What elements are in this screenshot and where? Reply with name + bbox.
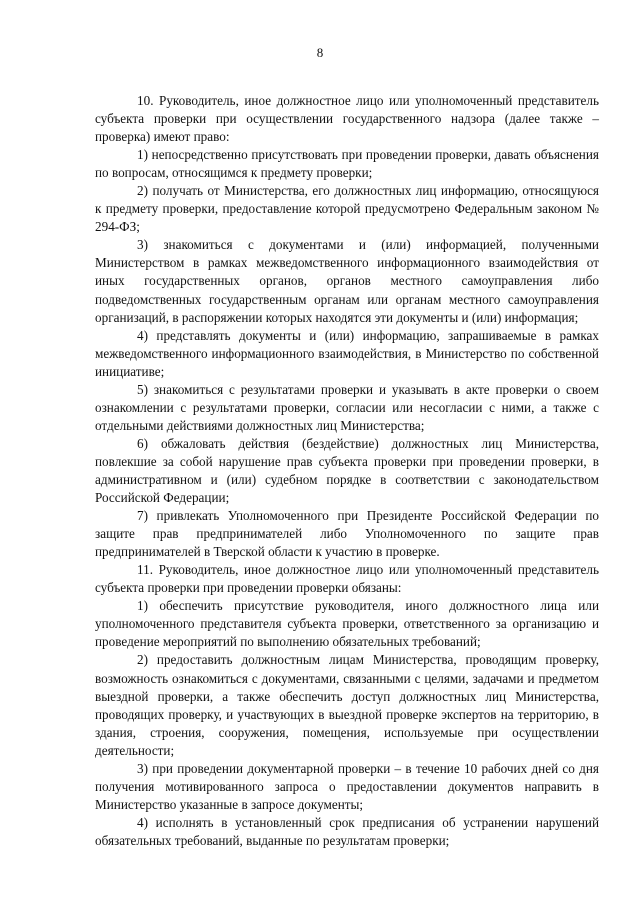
paragraph-10-item-2: 2) получать от Министерства, его должностных лиц информацию, относящуюся к предмету проверки, предоставление которой предусмотрено Федеральным законом № 294-ФЗ; [95,183,599,235]
paragraph-11-item-1: 1) обеспечить присутствие руководителя, иного должностного лица или уполномоченного представителя субъекта проверки, ответственного за организацию и проведение мероприятий по выполнению обязательных требований; [95,598,599,650]
paragraph-11-item-3: 3) при проведении документарной проверки – в течение 10 рабочих дней со дня получения мотивированного запроса о предоставлении документов направить в Министерство указанные в запросе документы; [95,760,599,812]
paragraph-10-item-5: 5) знакомиться с результатами проверки и указывать в акте проверки о своем ознакомлении с результатами проверки, согласии или несогласии с ними, а также с отдельными действиями должностных лиц Министерства; [95,381,599,433]
paragraph-11-intro: 11. Руководитель, иное должностное лицо или уполномоченный представитель субъекта проверки при проведении проверки обязаны: [95,562,599,596]
paragraph-10-item-4: 4) представлять документы и (или) информацию, запрашиваемые в рамках межведомственного информационного взаимодействия, в Министерство по собственной инициативе; [95,327,599,379]
paragraph-10-intro: 10. Руководитель, иное должностное лицо или уполномоченный представитель субъекта проверки при осуществлении государственного надзора (далее также – проверка) имеют право: [95,93,599,145]
paragraph-10-item-3: 3) знакомиться с документами и (или) информацией, полученными Министерством в рамках межведомственного информационного взаимодействия от иных государственных органов, органов местного самоуправления либо подведомственных государственным органам или органам местного самоуправления организаций, в распоряжении которых находятся эти документы и (или) информация; [95,237,599,325]
paragraph-10-item-7: 7) привлекать Уполномоченного при Президенте Российской Федерации по защите прав предпринимателей либо Уполномоченного по защите прав предпринимателей в Тверской области к участию в проверке. [95,508,599,560]
page-number: 8 [316,45,324,60]
paragraph-10-item-1: 1) непосредственно присутствовать при проведении проверки, давать объяснения по вопросам, относящимся к предмету проверки; [95,147,599,181]
document-body [95,92,599,850]
paragraph-11-item-4: 4) исполнять в установленный срок предписания об устранении нарушений обязательных требований, выданные по результатам проверки; [95,814,599,848]
paragraph-11-item-2: 2) предоставить должностным лицам Министерства, проводящим проверку, возможность ознакомиться с документами, связанными с целями, задачами и предметом выездной проверки, а также обеспечить доступ должностных лиц Министерства, проводящих проверку, и участвующих в выездной проверке экспертов на территорию, в здания, строения, сооружения, помещения, используемые при осуществлении деятельности; [95,652,599,758]
paragraph-10-item-6: 6) обжаловать действия (бездействие) должностных лиц Министерства, повлекшие за собой нарушение прав субъекта проверки при проведении проверки, в административном и (или) судебном порядке в соответствии с законодательством Российской Федерации; [95,435,599,506]
